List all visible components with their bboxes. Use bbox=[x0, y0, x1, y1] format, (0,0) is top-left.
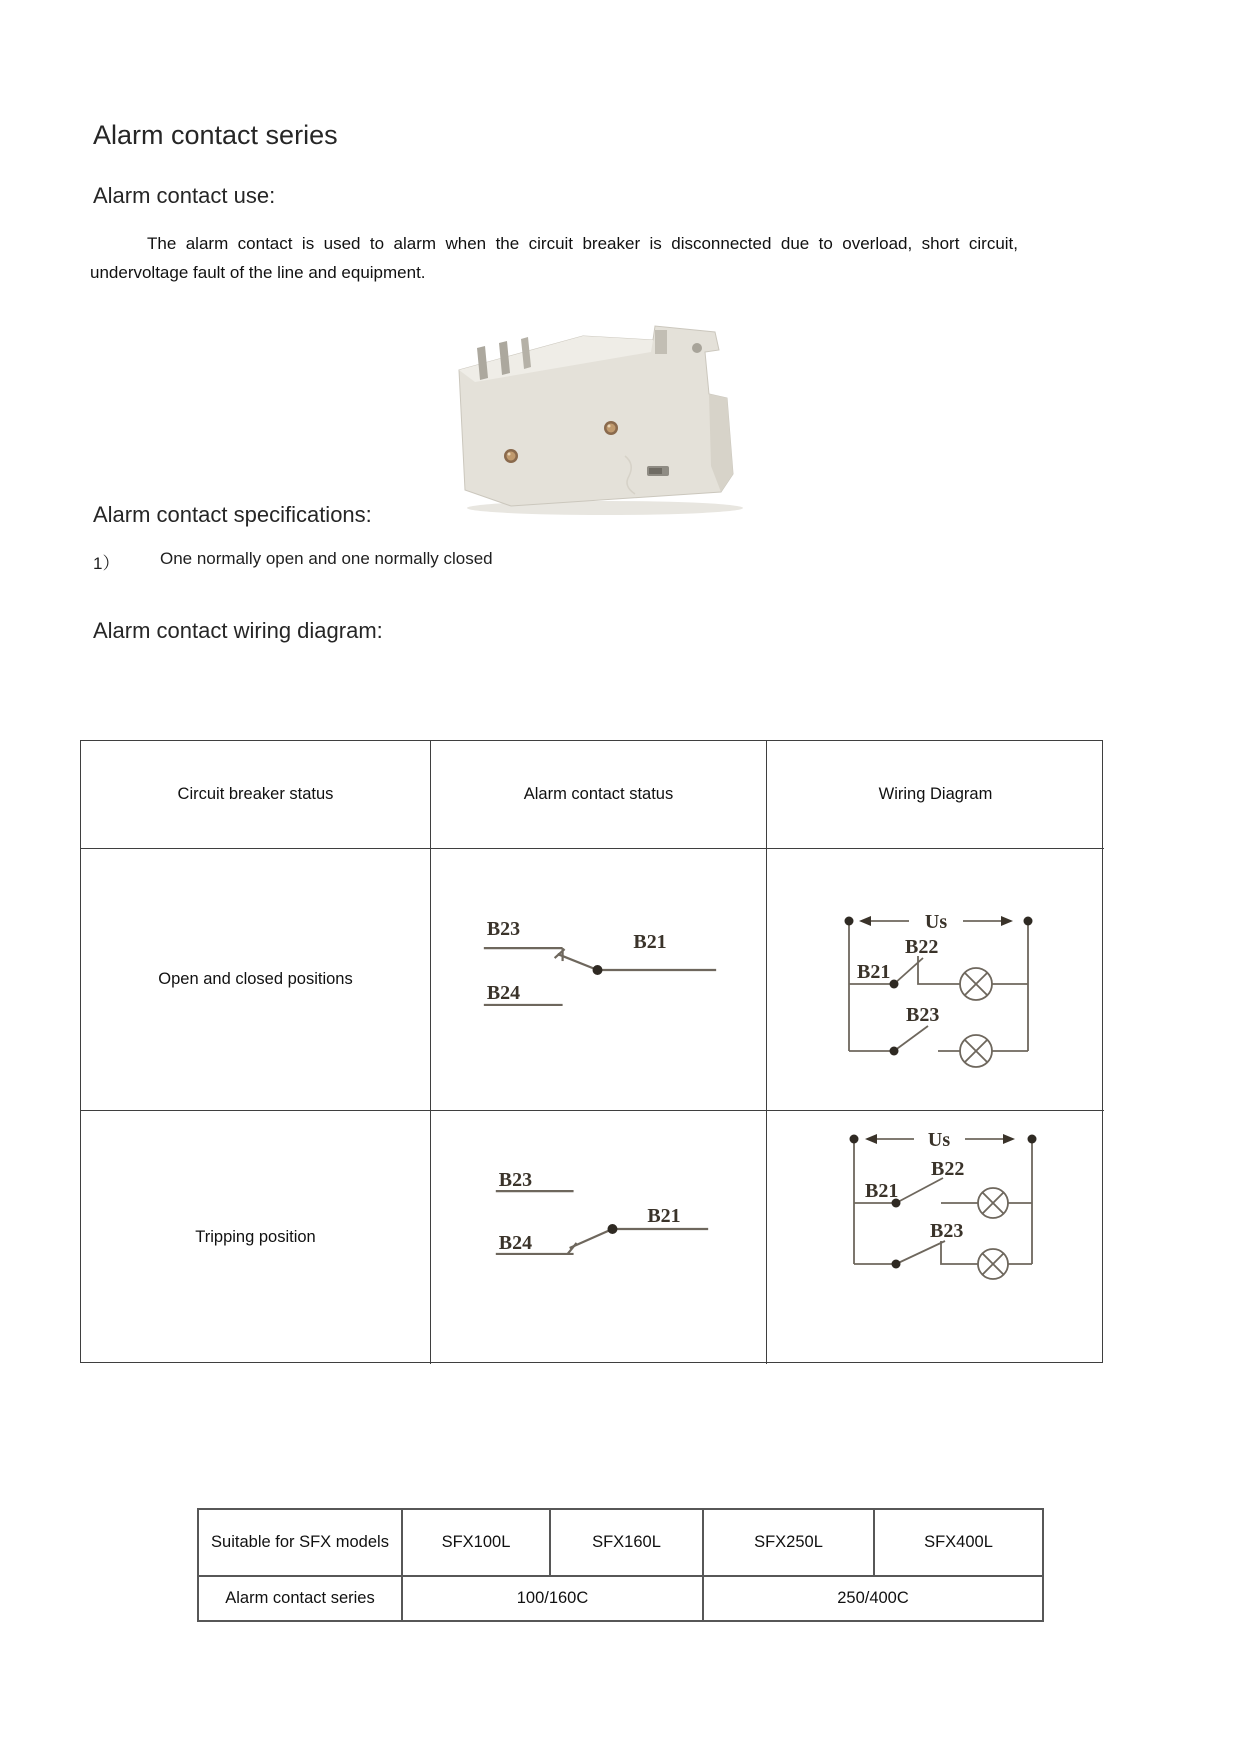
model-sfx250l: SFX250L bbox=[703, 1509, 874, 1576]
supply-dot bbox=[1028, 1135, 1037, 1144]
terminal-label-b21: B21 bbox=[865, 1180, 899, 1202]
series-row-label: Alarm contact series bbox=[198, 1576, 402, 1621]
terminal-slot-inner bbox=[649, 468, 662, 474]
b23-switch-blade bbox=[896, 1241, 945, 1264]
rivet-center bbox=[507, 452, 516, 461]
junction-dot bbox=[890, 1046, 899, 1055]
use-heading: Alarm contact use: bbox=[93, 183, 276, 208]
breaker-status-open-closed: Open and closed positions bbox=[81, 849, 431, 1111]
contact-diagram-open-closed bbox=[431, 849, 766, 1111]
models-table bbox=[197, 1508, 1044, 1622]
terminal-label-b21: B21 bbox=[633, 930, 667, 953]
models-table-wrap bbox=[197, 1508, 1044, 1622]
junction-dot bbox=[593, 965, 603, 975]
wiring-heading: Alarm contact wiring diagram: bbox=[93, 618, 383, 643]
list-item-number: 1） bbox=[93, 554, 120, 573]
junction-dot bbox=[607, 1224, 617, 1234]
product-photo bbox=[415, 306, 747, 520]
terminal-label-b24: B24 bbox=[486, 981, 521, 1004]
wiring-table-header-breaker-status: Circuit breaker status bbox=[81, 741, 431, 849]
use-paragraph bbox=[90, 229, 1018, 287]
junction-dot bbox=[890, 979, 899, 988]
models-header-label: Suitable for SFX models bbox=[198, 1509, 402, 1576]
switch-blade bbox=[558, 954, 598, 970]
spec-heading: Alarm contact specifications: bbox=[93, 502, 372, 527]
spec-list-item bbox=[93, 549, 493, 574]
screw-hole bbox=[692, 343, 702, 353]
wiring-diagram-tripping-svg bbox=[767, 1111, 1104, 1364]
wiring-table-header-contact-status: Alarm contact status bbox=[431, 741, 767, 849]
arrow-right-icon bbox=[1003, 1134, 1015, 1144]
terminal-label-b23: B23 bbox=[498, 1169, 533, 1192]
wiring-diagram-open-closed-svg bbox=[767, 849, 1104, 1111]
wiring-table-header-wiring-diagram: Wiring Diagram bbox=[767, 741, 1104, 849]
rivet-center bbox=[607, 424, 616, 433]
contact-status-diagram-tripping bbox=[431, 1111, 767, 1364]
arrow-right-icon bbox=[1001, 916, 1013, 926]
alarm-contact-module-image bbox=[415, 306, 747, 520]
terminal-label-b23: B23 bbox=[906, 1003, 940, 1026]
series-value-100-160c: 100/160C bbox=[402, 1576, 703, 1621]
breaker-status-tripping: Tripping position bbox=[81, 1111, 431, 1364]
rivet-highlight bbox=[608, 425, 611, 428]
supply-label-us: Us bbox=[927, 1129, 951, 1151]
use-paragraph-line1: The alarm contact is used to alarm when the circuit breaker is disconnected due to overload, short circuit, bbox=[147, 234, 1018, 253]
supply-dot bbox=[1024, 916, 1033, 925]
supply-dot bbox=[845, 916, 854, 925]
wiring-diagram-tripping bbox=[767, 1111, 1104, 1364]
series-value-250-400c: 250/400C bbox=[703, 1576, 1043, 1621]
supply-label-us: Us bbox=[924, 910, 948, 933]
b23-switch-blade bbox=[894, 1026, 928, 1051]
rivet-highlight bbox=[508, 453, 511, 456]
arrow-left-icon bbox=[859, 916, 871, 926]
list-item-text: One normally open and one normally closed bbox=[160, 549, 493, 568]
contact-status-diagram-open-closed bbox=[431, 849, 767, 1111]
terminal-label-b23: B23 bbox=[930, 1220, 964, 1242]
page-title: Alarm contact series bbox=[93, 120, 338, 150]
use-paragraph-line2: undervoltage fault of the line and equipment. bbox=[90, 263, 426, 282]
terminal-label-b22: B22 bbox=[905, 935, 939, 958]
b23-fixed-contact bbox=[941, 1241, 978, 1264]
terminal-label-b22: B22 bbox=[931, 1158, 965, 1180]
b22-switch-blade bbox=[896, 1178, 943, 1203]
model-sfx400l: SFX400L bbox=[874, 1509, 1043, 1576]
terminal-label-b24: B24 bbox=[498, 1231, 533, 1254]
device-notch bbox=[655, 330, 667, 354]
arrow-left-icon bbox=[865, 1134, 877, 1144]
switch-blade bbox=[570, 1229, 613, 1248]
wiring-table bbox=[80, 740, 1103, 1363]
supply-dot bbox=[850, 1135, 859, 1144]
model-sfx100l: SFX100L bbox=[402, 1509, 550, 1576]
junction-dot bbox=[892, 1260, 901, 1269]
terminal-label-b21: B21 bbox=[857, 960, 891, 983]
model-sfx160l: SFX160L bbox=[550, 1509, 703, 1576]
wiring-diagram-open-closed bbox=[767, 849, 1104, 1111]
contact-diagram-tripping bbox=[431, 1111, 766, 1364]
terminal-label-b23: B23 bbox=[486, 917, 521, 940]
b22-fixed-contact bbox=[918, 956, 960, 984]
terminal-label-b21: B21 bbox=[647, 1205, 681, 1228]
